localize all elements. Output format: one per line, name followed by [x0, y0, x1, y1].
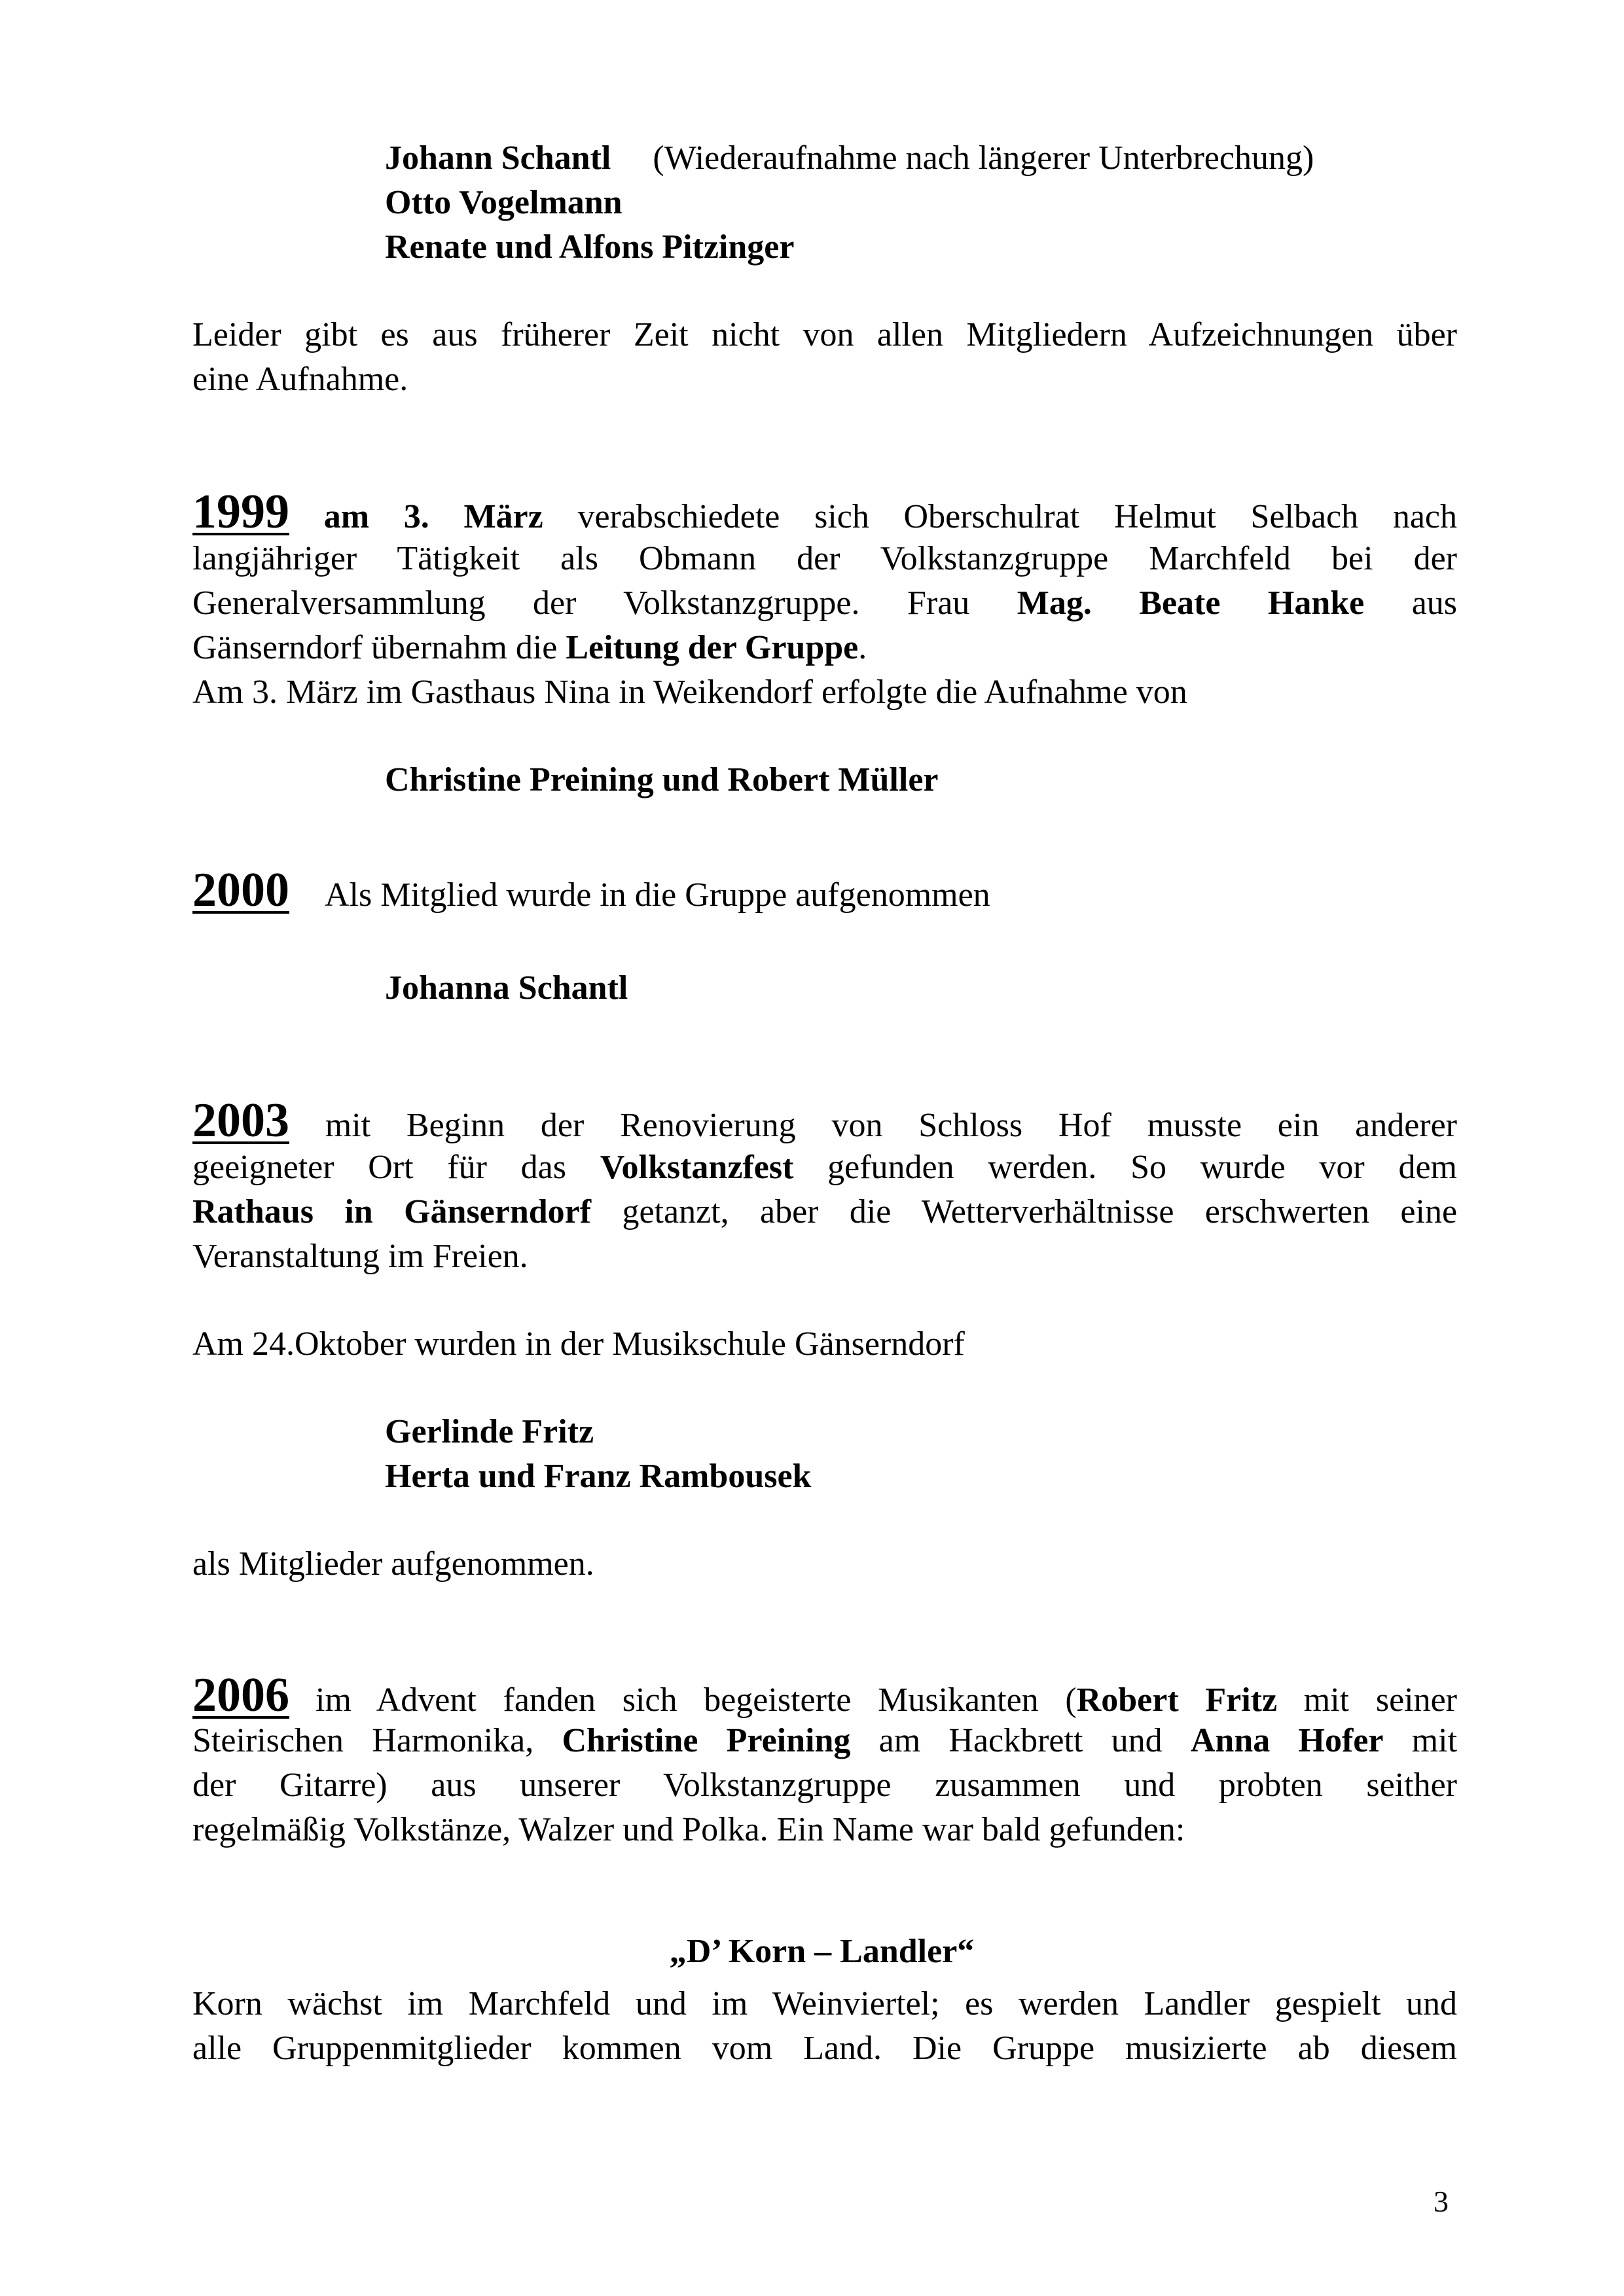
text-span: gefunden werden. So wurde vor dem: [827, 1149, 1458, 1186]
text-span: Steirischen Harmonika,: [192, 1722, 534, 1759]
text-span: am Hackbrett und: [878, 1722, 1163, 1759]
text-span: mit Beginn der Renovierung von Schloss Hof musste ein anderer: [325, 1107, 1457, 1144]
text-span: getanzt, aber die Wetterverhältnisse erschwerten eine: [622, 1193, 1458, 1230]
member-note: (Wiederaufnahme nach längerer Unterbrechung): [653, 139, 1314, 177]
text-span: im Advent fanden sich begeisterte Musikanten (: [316, 1681, 1077, 1719]
year-heading: 1999: [192, 485, 289, 539]
section-1999-line: Am 3. März im Gasthaus Nina in Weikendorf erfolgte die Aufnahme von: [192, 673, 1187, 711]
section-2003-line: Veranstaltung im Freien.: [192, 1238, 528, 1275]
member-name: Renate und Alfons Pitzinger: [385, 228, 795, 266]
date-text: am 3. März: [323, 498, 543, 535]
section-2003-line: als Mitglieder aufgenommen.: [192, 1545, 594, 1583]
section-2003-line: Am 24.Oktober wurden in der Musikschule Gänserndorf: [192, 1325, 965, 1363]
person-name: Christine Preining: [562, 1722, 851, 1759]
new-members: Christine Preining und Robert Müller: [385, 761, 939, 798]
new-member: Herta und Franz Rambousek: [385, 1458, 812, 1495]
section-2006-line: Korn wächst im Marchfeld und im Weinviertel; es werden Landler gespielt und: [192, 1985, 1457, 2022]
text-span: verabschiedete sich Oberschulrat Helmut Selbach nach: [577, 498, 1458, 535]
section-2003-line: [192, 1094, 1457, 1147]
section-1999-line: [192, 627, 1457, 669]
year-heading: 2006: [192, 1668, 289, 1722]
new-member: Gerlinde Fritz: [385, 1413, 594, 1450]
member-name: Otto Vogelmann: [385, 184, 623, 221]
section-1999-line: langjähriger Tätigkeit als Obmann der Volkstanzgruppe Marchfeld bei der: [192, 540, 1457, 577]
section-1999-line: [192, 485, 1458, 539]
page-number: 3: [1434, 2185, 1449, 2218]
text-span: aus: [1411, 584, 1458, 622]
section-2003-line: [192, 1191, 1457, 1233]
emphasis-text: Volkstanzfest: [600, 1149, 794, 1186]
person-name: Mag. Beate Hanke: [1017, 584, 1365, 622]
section-2006-line: alle Gruppenmitglieder kommen vom Land. Die Gruppe musizierte ab diesem: [192, 2030, 1457, 2067]
section-2006-line: [192, 1720, 1457, 1762]
text-span: geeigneter Ort für das: [192, 1149, 566, 1186]
section-2000-line: [192, 863, 1457, 917]
section-2006-line: regelmäßig Volkstänze, Walzer und Polka. Ein Name war bald gefunden:: [192, 1811, 1185, 1848]
person-name: Robert Fritz: [1076, 1681, 1278, 1719]
member-name: Johann Schantl: [385, 139, 611, 177]
text-span: mit: [1411, 1722, 1458, 1759]
text-span: .: [858, 629, 867, 666]
text-span: Als Mitglied wurde in die Gruppe aufgenommen: [325, 876, 990, 914]
paragraph-line: Leider gibt es aus früherer Zeit nicht von allen Mitgliedern Aufzeichnungen über: [192, 316, 1457, 353]
section-2006-line: [192, 1668, 1457, 1722]
text-span: Gänserndorf übernahm die: [192, 629, 558, 666]
year-heading: 2003: [192, 1094, 289, 1147]
text-span: mit seiner: [1303, 1681, 1457, 1719]
member-line: [385, 137, 1458, 179]
group-name-title: „D’ Korn – Landler“: [669, 1933, 975, 1970]
emphasis-text: Rathaus in Gänserndorf: [192, 1193, 592, 1230]
paragraph-line: eine Aufnahme.: [192, 361, 408, 398]
emphasis-text: Leitung der Gruppe: [566, 629, 859, 666]
person-name: Anna Hofer: [1190, 1722, 1384, 1759]
section-1999-line: [192, 583, 1457, 624]
new-member: Johanna Schantl: [385, 969, 628, 1007]
section-2003-line: [192, 1147, 1457, 1189]
text-span: Generalversammlung der Volkstanzgruppe. Frau: [192, 584, 970, 622]
section-2006-line: der Gitarre) aus unserer Volkstanzgruppe zusammen und probten seither: [192, 1767, 1457, 1804]
year-heading: 2000: [192, 863, 289, 917]
